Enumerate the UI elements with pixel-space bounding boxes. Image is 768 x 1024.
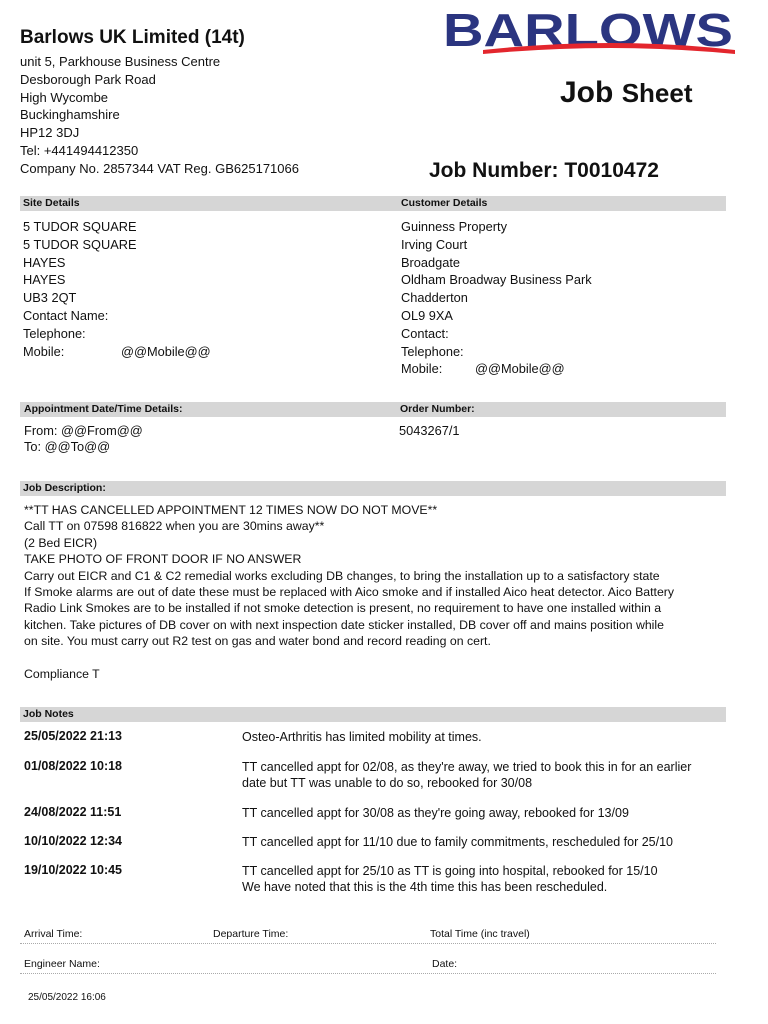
address-line: unit 5, Parkhouse Business Centre [20, 54, 221, 69]
note-text: TT cancelled appt for 30/08 as they're going away, rebooked for 13/09 [242, 806, 629, 820]
section-bar-job-description [20, 481, 726, 496]
site-line: UB3 2QT [23, 290, 77, 306]
section-bar-appointment [20, 402, 726, 417]
note-date: 19/10/2022 10:45 [24, 863, 123, 877]
page-title-rest: Sheet [621, 78, 693, 108]
job-description-line: Carry out EICR and C1 & C2 remedial works excluding DB changes, to bring the installation up to a satisfactory state [24, 568, 660, 583]
engineer-name-label: Engineer Name: [24, 958, 100, 970]
site-line: HAYES [23, 272, 66, 288]
site-telephone: Telephone: [23, 325, 86, 341]
job-description-line: Radio Link Smokes are to be installed if not smoke detection is present, no requirement to have one installed within a [24, 601, 662, 616]
job-description-line: on site. You must carry out R2 test on gas and water bond and record reading on cert. [24, 634, 491, 649]
customer-line: Irving Court [401, 236, 468, 252]
company-name: Barlows UK Limited (14t) [20, 27, 245, 48]
job-description-heading: Job Description: [23, 482, 106, 494]
job-description-line: If Smoke alarms are out of date these must be replaced with Aico smoke and if installed Aico heat detector. Aico Battery [24, 585, 675, 600]
field-divider [20, 973, 716, 974]
job-description-line: **TT HAS CANCELLED APPOINTMENT 12 TIMES NOW DO NOT MOVE** [24, 503, 438, 517]
job-notes-heading: Job Notes [23, 708, 74, 720]
appointment-from: From: @@From@@ [24, 423, 143, 438]
note-date: 25/05/2022 21:13 [24, 729, 123, 743]
section-bar-details [20, 196, 726, 211]
note-text: TT cancelled appt for 25/10 as TT is going into hospital, rebooked for 15/10 We have noted that this is the 4th time this has been rescheduled. [242, 864, 658, 894]
customer-contact: Contact: [401, 325, 449, 341]
job-description [24, 502, 724, 682]
order-number-heading: Order Number: [400, 403, 475, 415]
company-telephone: Tel: +441494412350 [20, 143, 139, 158]
job-number: Job Number: T0010472 [429, 159, 659, 182]
page-title [560, 76, 693, 110]
job-description-line: TAKE PHOTO OF FRONT DOOR IF NO ANSWER [24, 552, 302, 567]
field-divider [20, 943, 716, 944]
site-line: HAYES [23, 254, 66, 270]
job-description-line [24, 650, 724, 666]
arrival-time-label: Arrival Time: [24, 928, 83, 940]
total-time-label: Total Time (inc travel) [430, 928, 530, 940]
site-line: 5 TUDOR SQUARE [23, 219, 137, 234]
print-timestamp: 25/05/2022 16:06 [28, 992, 106, 1003]
customer-details-heading: Customer Details [401, 197, 488, 209]
job-description-line: Call TT on 07598 816822 when you are 30mins away** [24, 519, 325, 534]
barlows-logo [443, 6, 737, 54]
address-line: Buckinghamshire [20, 107, 120, 122]
departure-time-label: Departure Time: [213, 928, 289, 940]
order-number-value: 5043267/1 [399, 423, 460, 438]
site-line: 5 TUDOR SQUARE [23, 236, 137, 252]
customer-line: Chadderton [401, 290, 468, 306]
customer-line: OL9 9XA [401, 307, 453, 323]
date-label: Date: [432, 958, 458, 970]
site-contact-name: Contact Name: [23, 307, 109, 323]
site-details [23, 218, 211, 360]
customer-line: Broadgate [401, 254, 461, 270]
note-text: Osteo-Arthritis has limited mobility at times. [242, 730, 482, 744]
appointment-details [24, 423, 143, 455]
note-text: TT cancelled appt for 02/08, as they're away, we tried to book this in for an earlier date but TT was unable to do so, rebooked for 30/08 [242, 760, 692, 790]
customer-details [401, 218, 592, 378]
job-description-line: (2 Bed EICR) [24, 535, 98, 550]
company-registration: Company No. 2857344 VAT Reg. GB625171066 [20, 161, 299, 176]
note-text: TT cancelled appt for 11/10 due to family commitments, rescheduled for 25/10 [242, 835, 674, 849]
section-bar-job-notes [20, 707, 726, 722]
site-details-heading: Site Details [23, 197, 80, 209]
appointment-to: To: @@To@@ [24, 439, 111, 454]
address-line: High Wycombe [20, 90, 109, 105]
customer-mobile: Mobile: @@Mobile@@ [401, 361, 565, 377]
note-date: 24/08/2022 11:51 [24, 805, 122, 819]
site-mobile: Mobile: @@Mobile@@ [23, 343, 211, 359]
customer-line: Guinness Property [401, 219, 507, 234]
job-description-line: kitchen. Take pictures of DB cover on with next inspection date sticker installed, DB cover off and mains position while [24, 617, 664, 632]
job-description-line: Compliance T [24, 667, 100, 682]
address-line: HP12 3DJ [20, 125, 80, 140]
appointment-heading: Appointment Date/Time Details: [24, 403, 183, 415]
customer-line: Oldham Broadway Business Park [401, 272, 592, 288]
address-line: Desborough Park Road [20, 72, 156, 87]
note-date: 10/10/2022 12:34 [24, 834, 123, 848]
page-title-main: Job [560, 76, 614, 109]
logo-text: BARLOWS [443, 6, 733, 54]
note-date: 01/08/2022 10:18 [24, 759, 123, 773]
customer-telephone: Telephone: [401, 343, 464, 359]
